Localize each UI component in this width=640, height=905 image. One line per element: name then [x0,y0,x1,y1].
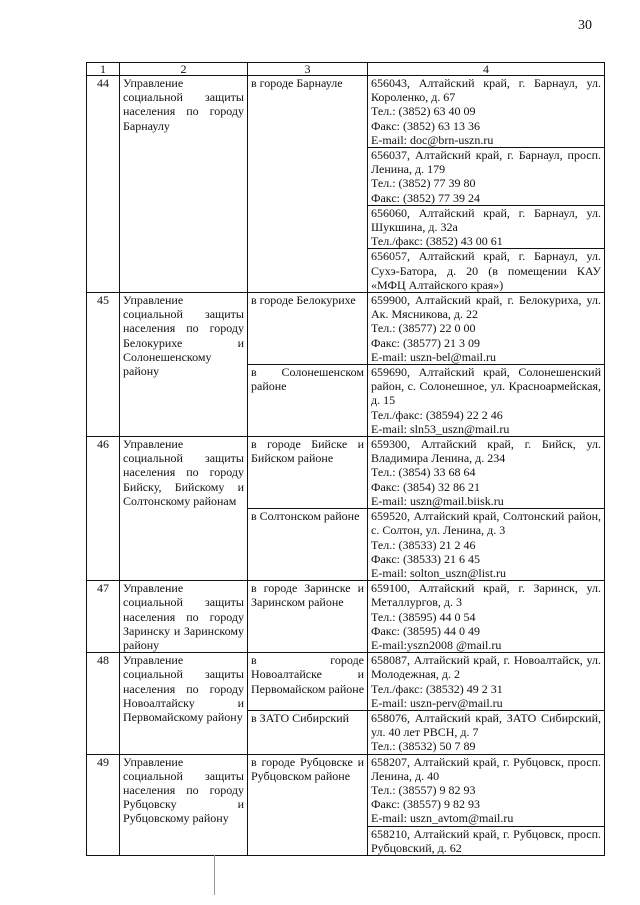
address-line: 656060, Алтайский край, г. Барнаул, ул. Шукшина, д. 32а [371,205,601,235]
phone-line: Тел.: (3852) 77 39 80 [371,176,476,191]
organizations-table [86,62,605,856]
service-area: в городе Рубцовске и Рубцовском районе [248,754,368,855]
service-area: в Солонешенском районе [248,365,368,437]
phone-line: Тел./факс: (3852) 43 00 61 [371,234,503,249]
office-contacts [368,509,605,581]
organization-name: Управление социальной защиты населения по городу Новоалтайску и Первомайскому району [120,653,248,754]
table-row [87,293,605,365]
email-line: E-mail: sln53_uszn@mail.ru [371,421,510,436]
column-header: 1 [87,63,120,76]
email-line: E-mail: uszn-bel@mail.ru [371,349,497,364]
column-header: 4 [368,63,605,76]
address-line: 659690, Алтайский край, Солонешенский район, с. Солонешное, ул. Красноармейская, д. 15 [371,365,601,408]
fax-line: Факс: (3852) 77 39 24 [371,190,480,205]
address-line: 656037, Алтайский край, г. Барнаул, просп. Ленина, д. 179 [371,148,601,177]
row-number: 49 [87,754,120,855]
fax-line: Факс: (38557) 9 82 93 [371,797,480,812]
address-line: 659900, Алтайский край, г. Белокуриха, ул. Ак. Мясникова, д. 22 [371,293,601,322]
service-area: в городе Новоалтайске и Первомайском районе [248,653,368,711]
address-line: 658210, Алтайский край, г. Рубцовск, просп. Рубцовский, д. 62 [371,826,601,855]
office-contacts [368,365,605,437]
column-header: 3 [248,63,368,76]
table-header-row [87,63,605,76]
office-contacts [368,826,605,855]
organization-name: Управление социальной защиты населения по городу Рубцовску и Рубцовскому району [120,754,248,855]
phone-line: Тел.: (3854) 33 68 64 [371,465,476,480]
office-contacts [368,76,605,148]
service-area: в городе Заринске и Заринском районе [248,581,368,653]
table-row [87,437,605,509]
fax-line: Факс: (3852) 63 13 36 [371,118,480,133]
office-contacts [368,581,605,653]
table-row [87,754,605,826]
email-line: E-mail: solton_uszn@list.ru [371,565,507,580]
row-number: 48 [87,653,120,754]
phone-line: Тел./факс: (38594) 22 2 46 [371,407,503,422]
phone-line: Тел.: (3852) 63 40 09 [371,104,476,119]
office-contacts [368,293,605,365]
office-contacts [368,710,605,754]
office-contacts [368,754,605,826]
address-line: 659520, Алтайский край, Солтонский район, с. Солтон, ул. Ленина, д. 3 [371,509,601,538]
address-line: 656043, Алтайский край, г. Барнаул, ул. Короленко, д. 67 [371,76,601,105]
table-row [87,581,605,653]
email-line: E-mail: uszn_avtom@mail.ru [371,811,514,826]
table-row [87,653,605,711]
office-contacts [368,249,605,293]
phone-line: Тел.: (38532) 50 7 89 [371,739,476,754]
fax-line: Факс: (38577) 21 3 09 [371,335,480,350]
row-number: 45 [87,293,120,437]
office-contacts [368,205,605,249]
fax-line: Факс: (3854) 32 86 21 [371,479,480,494]
page-number: 30 [578,18,592,33]
phone-line: Тел.: (38595) 44 0 54 [371,609,476,624]
email-line: E-mail: uszn-perv@mail.ru [371,695,503,710]
address-line: 658087, Алтайский край, г. Новоалтайск, ул. Молодежная, д. 2 [371,653,601,682]
office-contacts [368,148,605,206]
phone-line: Тел.: (38533) 21 2 46 [371,537,476,552]
address-line: 658076, Алтайский край, ЗАТО Сибирский, ул. 40 лет РВСН, д. 7 [371,710,601,740]
service-area: в Солтонском районе [248,509,368,581]
table-row [87,76,605,148]
phone-line: Тел.: (38557) 9 82 93 [371,782,476,797]
email-line: E-mail:yszn2008 @mail.ru [371,637,502,652]
service-area: в ЗАТО Сибирский [248,710,368,754]
service-area: в городе Бийске и Бийском районе [248,437,368,509]
column-header: 2 [120,63,248,76]
address-line: 658207, Алтайский край, г. Рубцовск, просп. Ленина, д. 40 [371,754,601,783]
address-line: 656057, Алтайский край, г. Барнаул, ул. Сухэ-Батора, д. 20 (в помещении КАУ «МФЦ Алтайского края») [371,249,601,292]
office-contacts [368,437,605,509]
organization-name: Управление социальной защиты населения по городу Заринску и Заринскому району [120,581,248,653]
address-line: 659100, Алтайский край, г. Заринск, ул. Металлургов, д. 3 [371,581,601,610]
service-area: в городе Белокурихе [248,293,368,365]
fax-line: Факс: (38533) 21 6 45 [371,551,480,566]
organization-name: Управление социальной защиты населения по городу Бийску, Бийскому и Солтонскому районам [120,437,248,581]
fax-line: Факс: (38595) 44 0 49 [371,623,480,638]
organization-name: Управление социальной защиты населения по городу Барнаулу [120,76,248,293]
phone-line: Тел./факс: (38532) 49 2 31 [371,681,503,696]
organization-name: Управление социальной защиты населения по городу Белокурихе и Солонешенскому району [120,293,248,437]
address-line: 659300, Алтайский край, г. Бийск, ул. Владимира Ленина, д. 234 [371,437,601,466]
phone-line: Тел.: (38577) 22 0 00 [371,321,476,336]
row-number: 47 [87,581,120,653]
service-area: в городе Барнауле [248,76,368,293]
row-number: 46 [87,437,120,581]
row-number: 44 [87,76,120,293]
scan-margin-line [214,855,216,895]
email-line: E-mail: uszn@mail.biisk.ru [371,493,504,508]
office-contacts [368,653,605,711]
email-line: E-mail: doc@brn-uszn.ru [371,132,494,147]
